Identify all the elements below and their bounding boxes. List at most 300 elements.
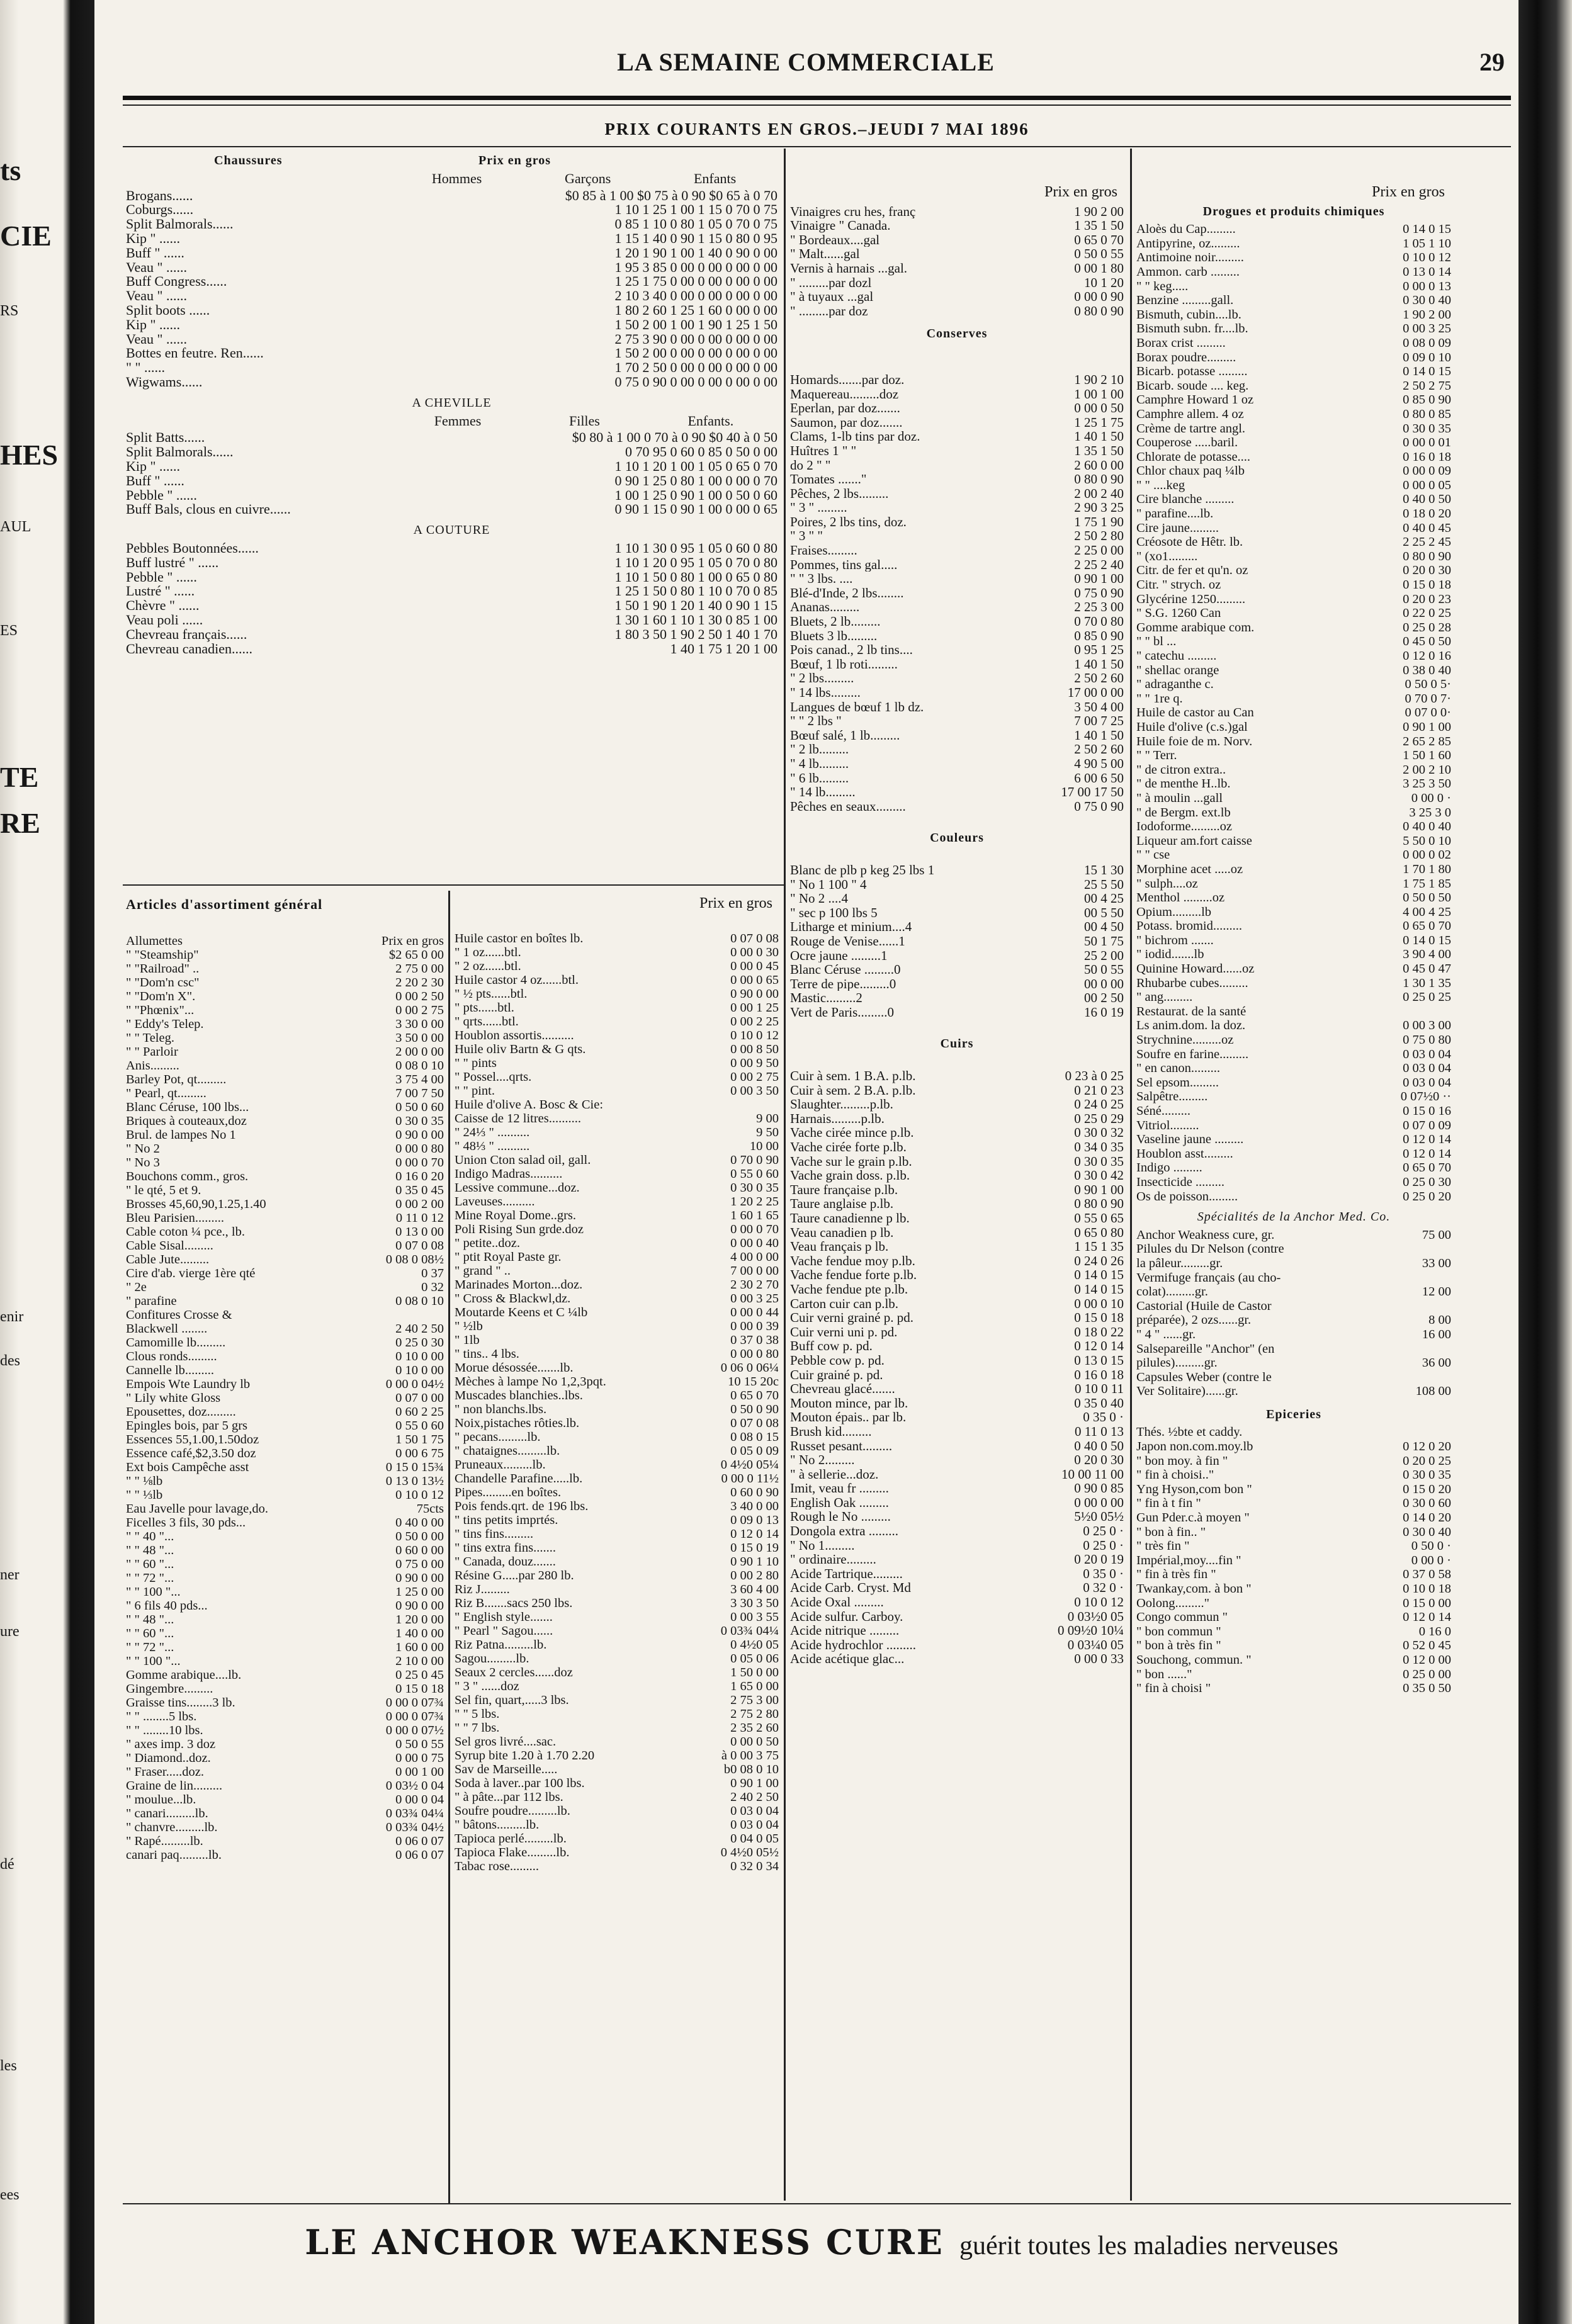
item-price: à 0 00 3 75	[721, 1749, 779, 1763]
item-label: Tabac rose.........	[455, 1859, 540, 1873]
item-price: 2 40 2 50	[730, 1790, 779, 1804]
item-label: Résine G.....par 280 lb.	[455, 1569, 574, 1582]
item-label: Riz B.......sacs 250 lbs.	[455, 1596, 573, 1610]
item-label: Bismuth subn. fr....lb.	[1136, 322, 1248, 336]
item-label: " "Dom'n csc"	[126, 976, 200, 990]
item-price: 0 90 1 00	[1074, 1182, 1124, 1197]
price-row	[1136, 1384, 1451, 1399]
item-label: Riz J.........	[455, 1582, 510, 1596]
item-label: Huile foie de m. Norv.	[1136, 734, 1253, 748]
price-row	[790, 373, 1124, 387]
price-row	[790, 962, 1124, 977]
item-label: " No 2.........	[790, 1453, 855, 1467]
item-label: Indigo Madras..........	[455, 1167, 563, 1181]
price-row	[455, 1389, 779, 1402]
item-label: Confitures Crosse &	[126, 1308, 232, 1322]
price-row	[126, 203, 778, 217]
price-row	[455, 1098, 779, 1112]
price-row	[790, 1396, 1124, 1411]
item-label: Potass. bromid.........	[1136, 919, 1242, 934]
item-price: 1 00 1 00	[1074, 386, 1124, 402]
item-label: " " ........10 lbs.	[126, 1723, 203, 1737]
price-row	[790, 1168, 1124, 1183]
item-price: 0 00 3 00	[1403, 1018, 1451, 1033]
item-price: 0 90 0 00	[395, 1128, 444, 1142]
price-row	[1136, 1228, 1451, 1243]
item-price: 9 50	[756, 1125, 779, 1139]
item-price: 0 08 0 15	[730, 1430, 779, 1444]
item-label: Brul. de lampes No 1	[126, 1128, 236, 1142]
price-row	[790, 401, 1124, 415]
section-title: Articles d'assortiment général	[126, 896, 323, 912]
price-row	[790, 290, 1124, 304]
item-price: 0 15 0 18	[1074, 1311, 1124, 1325]
item-label: Cable Sisal.........	[126, 1239, 213, 1253]
item-price: 0 00 0 39	[730, 1319, 779, 1333]
price-row	[790, 1595, 1124, 1610]
item-label: Bicarb. potasse .........	[1136, 364, 1248, 379]
price-row	[790, 671, 1124, 685]
column-divider	[1130, 149, 1132, 2201]
item-price: 0 30 0 35	[395, 1114, 444, 1128]
item-label: Oolong........."	[1136, 1596, 1209, 1610]
item-price: 2 00 2 40	[1074, 486, 1124, 501]
price-row	[1136, 237, 1451, 251]
item-label: Bluets 3 lb.........	[790, 628, 878, 643]
item-label: Mine Royal Dome..grs.	[455, 1209, 577, 1222]
item-price: 00 2 50	[1084, 991, 1124, 1005]
price-row	[790, 742, 1124, 757]
price-row	[1136, 222, 1451, 237]
item-label: Antipyrine, oz.........	[1136, 236, 1240, 251]
item-price: 1 50 2 00 1 00 1 90 1 25 1 50	[614, 317, 778, 332]
price-row	[455, 1832, 779, 1846]
item-price: 0 07 0 00	[395, 1391, 444, 1405]
item-label: Seaux 2 cercles......doz	[455, 1666, 573, 1679]
price-row	[1136, 777, 1451, 791]
item-label: Camphre allem. 4 oz	[1136, 407, 1244, 421]
price-row	[126, 934, 444, 948]
item-label: Pebble " ......	[126, 488, 197, 503]
item-price: 36 00	[1422, 1356, 1451, 1370]
item-price: 0 50 0 60	[395, 1100, 444, 1114]
price-row	[790, 1339, 1124, 1353]
item-price: 0 25 0 30	[395, 1336, 444, 1350]
item-price: 0 21 0 23	[1074, 1083, 1124, 1098]
price-row	[1136, 1596, 1451, 1611]
item-price: 75cts	[416, 1502, 444, 1516]
item-label: " de menthe H..lb.	[1136, 777, 1231, 791]
item-label: " .........par doz	[790, 303, 868, 319]
item-price: 0 40 0 40	[1403, 820, 1451, 834]
item-label: " " 3 lbs. ....	[790, 572, 853, 586]
price-row	[126, 1668, 444, 1682]
item-label: Veau " ......	[126, 332, 187, 347]
price-row	[126, 1017, 444, 1031]
item-label: " " Terr.	[1136, 748, 1177, 763]
item-price: 0 40 0 45	[1403, 521, 1451, 535]
item-label: " tins extra fins.......	[455, 1541, 556, 1555]
price-row	[126, 1820, 444, 1834]
price-row	[455, 1555, 779, 1569]
item-label: " ½lb	[455, 1319, 483, 1333]
item-price: 0 00 0 70	[730, 1222, 779, 1236]
price-row	[126, 1447, 444, 1460]
price-row	[1136, 1496, 1451, 1511]
item-label: " bâtons.........lb.	[455, 1818, 540, 1832]
item-label: " 2 lb.........	[790, 742, 849, 757]
price-row	[1136, 563, 1451, 578]
item-label: Pois canad., 2 lb tins....	[790, 643, 913, 657]
price-row	[790, 472, 1124, 487]
price-row	[1136, 1132, 1451, 1147]
price-row	[455, 1361, 779, 1375]
price-row	[1136, 450, 1451, 465]
item-price: 0 00 0 50	[730, 1735, 779, 1749]
item-label: Poli Rising Sun grde.doz	[455, 1222, 584, 1236]
item-price: 5 50 0 10	[1403, 833, 1451, 848]
item-price: 0 12 0 14	[1403, 1132, 1451, 1147]
price-row	[126, 318, 778, 332]
item-label: " " 7 lbs.	[455, 1721, 500, 1735]
item-price: 0 14 0 15	[1403, 933, 1451, 947]
item-price: 0 14 0 15	[1403, 222, 1451, 237]
column-header: Femmes	[434, 412, 482, 429]
item-label: préparée), 2 ozs......gr.	[1136, 1313, 1252, 1328]
price-row	[1136, 990, 1451, 1005]
item-label: " 4 " ......gr.	[1136, 1327, 1196, 1341]
item-label: Bœuf salé, 1 lb.........	[790, 728, 900, 743]
item-label: Kip " ......	[126, 459, 180, 474]
price-row	[1136, 1356, 1451, 1370]
price-row	[790, 1439, 1124, 1453]
item-label: " 4 lb.........	[790, 756, 849, 771]
price-row	[1136, 1061, 1451, 1076]
price-row	[455, 1818, 779, 1832]
item-price: 0 30 0 32	[1074, 1125, 1124, 1141]
price-row	[1136, 1425, 1451, 1440]
item-price: 108 00	[1415, 1384, 1451, 1399]
item-label: Acide acétique glac...	[790, 1652, 905, 1666]
item-label: Antimoine noir.........	[1136, 251, 1244, 265]
item-label: Taure anglaise p.lb.	[790, 1197, 894, 1211]
item-label: Tomates ......."	[790, 472, 867, 487]
item-price: 1 10 1 50 0 80 1 00 0 65 0 80	[614, 570, 778, 585]
item-price: 2 75 3 90 0 00 0 00 0 00 0 00	[614, 332, 778, 347]
item-price: 1 10 1 30 0 95 1 05 0 60 0 80	[614, 541, 778, 556]
item-label: Ananas.........	[790, 600, 860, 615]
price-row	[790, 906, 1124, 920]
price-row	[126, 628, 778, 642]
item-price: 1 20 1 90 1 00 1 40 0 90 0 00	[614, 245, 778, 261]
price-row	[790, 1552, 1124, 1567]
price-row	[790, 991, 1124, 1005]
price-row	[1136, 962, 1451, 976]
item-price: 7 00 7 25	[1074, 714, 1124, 728]
price-row	[790, 515, 1124, 529]
item-label: " fin à choisi.."	[1136, 1468, 1214, 1482]
price-row	[790, 500, 1124, 515]
item-price: 2 25 2 40	[1074, 557, 1124, 572]
cuirs-list	[790, 1069, 1124, 1666]
price-row	[126, 474, 778, 488]
item-label: " bon commun "	[1136, 1624, 1221, 1639]
item-label: Chevreau français......	[126, 627, 247, 642]
item-price: 0 40 0 50	[1403, 492, 1451, 507]
item-price: 0 12 0 00	[1403, 1652, 1451, 1667]
item-price: 75 00	[1422, 1227, 1451, 1242]
price-row	[126, 274, 778, 289]
chaussures-list	[126, 189, 778, 390]
item-price: 0 07 0 08	[395, 1239, 444, 1253]
item-label: " catechu .........	[1136, 649, 1217, 663]
item-price: 0 03¾ 04½	[385, 1820, 444, 1834]
item-price: 0 00 2 25	[730, 1015, 779, 1029]
item-label: Borax poudre.........	[1136, 350, 1236, 364]
price-row	[790, 1467, 1124, 1482]
price-row	[126, 431, 778, 445]
price-row	[126, 1031, 444, 1045]
item-label: Vaseline jaune .........	[1136, 1132, 1244, 1147]
column-4	[1136, 183, 1451, 1696]
item-label: Brush kid.........	[790, 1424, 872, 1439]
item-label: Slaughter.........p.lb.	[790, 1097, 893, 1112]
item-label: Chèvre " ......	[126, 599, 200, 613]
item-price: 0 00 3 50	[730, 1084, 779, 1098]
price-row	[455, 1264, 779, 1278]
item-price: 3 30 0 00	[395, 1017, 444, 1031]
item-price: 0 10 0 12	[730, 1029, 779, 1042]
item-price: 0 10 0 12	[395, 1488, 444, 1502]
item-label: Camomille lb.........	[126, 1336, 226, 1350]
item-price: 9 00	[756, 1112, 779, 1125]
item-price: 0 08 0 10	[395, 1059, 444, 1073]
item-price: 0 15 0 18	[395, 1682, 444, 1696]
price-row	[790, 529, 1124, 543]
item-label: Houblon asst.........	[1136, 1146, 1233, 1161]
margin-fragment: RS	[0, 303, 19, 319]
item-price: 1 40 1 50	[1074, 429, 1124, 444]
item-price	[1359, 1242, 1451, 1256]
price-row	[790, 304, 1124, 319]
item-label: " "Steamship"	[126, 948, 199, 962]
chaussures-section	[126, 150, 778, 656]
item-label: " "Dom'n X".	[126, 990, 196, 1003]
item-label: " " ⅛lb	[126, 1474, 163, 1488]
item-label: " à pâte...par 112 lbs.	[455, 1790, 563, 1804]
item-price: 0 00 0 80	[395, 1142, 444, 1156]
item-label: Dongola extra .........	[790, 1524, 899, 1538]
item-price: 0 35 0 ·	[1083, 1410, 1124, 1424]
item-label: " petite..doz.	[455, 1236, 521, 1250]
item-price: 2 50 2 60	[1074, 742, 1124, 757]
item-price: 2 30 2 70	[730, 1278, 779, 1292]
couture-list	[126, 541, 778, 656]
item-label: " sec p 100 lbs 5	[790, 905, 878, 920]
item-label: Cable Jute.........	[126, 1253, 210, 1266]
item-label: Cire d'ab. vierge 1ère qté	[126, 1266, 256, 1280]
price-row	[455, 1859, 779, 1873]
item-price: 2 00 2 10	[1403, 762, 1451, 777]
item-label: Gingembre.........	[126, 1682, 213, 1696]
item-label: Blé-d'Inde, 2 lbs........	[790, 585, 904, 601]
column-divider	[448, 891, 450, 2203]
column-header: Enfants	[693, 170, 737, 186]
price-row	[126, 1391, 444, 1405]
price-row	[790, 1097, 1124, 1112]
item-price: 0 50 0 55	[395, 1737, 444, 1751]
price-row	[1136, 820, 1451, 834]
item-label: Terre de pipe.........0	[790, 976, 896, 991]
item-label: " 1 oz......btl.	[455, 945, 521, 959]
item-price: 1 30 1 60 1 10 1 30 0 85 1 00	[614, 612, 778, 628]
price-row	[126, 1779, 444, 1793]
price-row	[1136, 947, 1451, 962]
item-price: 0 00 2 50	[395, 990, 444, 1003]
binding-fold-right	[1518, 0, 1572, 2324]
item-label: " 24⅓ " ..........	[455, 1125, 530, 1139]
item-label: " parafine....lb.	[1136, 507, 1214, 521]
item-price: 0 45 0 50	[1403, 635, 1451, 649]
item-label: " 2e	[126, 1280, 147, 1294]
price-row	[1136, 606, 1451, 621]
price-row	[455, 1541, 779, 1555]
item-price: 0 00 0 44	[730, 1306, 779, 1319]
item-price: 0 12 0 14	[730, 1527, 779, 1541]
price-row	[1136, 919, 1451, 934]
item-label: " " ........5 lbs.	[126, 1710, 197, 1723]
item-price: 0 22 0 25	[1403, 606, 1451, 621]
item-label: Pebbles Boutonnées......	[126, 541, 259, 556]
price-row	[126, 1280, 444, 1294]
epiceries-list	[1136, 1425, 1451, 1695]
price-row	[455, 1236, 779, 1250]
item-label: Japon non.com.moy.lb	[1136, 1440, 1253, 1454]
price-row	[1136, 663, 1451, 678]
price-row	[1136, 1047, 1451, 1062]
price-row	[126, 1363, 444, 1377]
price-row	[126, 1627, 444, 1640]
item-label: Soda à laver..par 100 lbs.	[455, 1776, 585, 1790]
item-label: " 2 lbs.........	[790, 671, 854, 685]
item-label: " fin à choisi "	[1136, 1681, 1211, 1696]
item-label: Morphine acet .....oz	[1136, 862, 1243, 876]
item-label: " " Parloir	[126, 1045, 178, 1059]
item-price: 0 20 0 30	[1074, 1453, 1124, 1467]
price-row	[1136, 1370, 1451, 1385]
item-label: Cannelle lb.........	[126, 1363, 215, 1377]
price-row	[455, 1375, 779, 1389]
item-label: Glycérine 1250.........	[1136, 592, 1246, 606]
item-price: 1 80 3 50 1 90 2 50 1 40 1 70	[614, 627, 778, 642]
item-price: 3 50 4 00	[1074, 699, 1124, 714]
item-price: 0 30 0 40	[1403, 293, 1451, 308]
item-label: Bouchons comm., gros.	[126, 1170, 249, 1183]
item-label: " grand " ..	[455, 1264, 511, 1278]
item-price: 12 00	[1422, 1285, 1451, 1299]
item-price: 0 85 1 10 0 80 1 05 0 70 0 75	[614, 217, 778, 232]
item-price: 0 10 0 12	[1074, 1595, 1124, 1610]
item-label: " 48⅓ " ..........	[455, 1139, 530, 1153]
item-price: 10 00	[749, 1139, 779, 1153]
item-price: 0 30 0 35	[1074, 1154, 1124, 1169]
price-row	[455, 1222, 779, 1236]
price-row	[126, 1640, 444, 1654]
price-row	[455, 973, 779, 987]
item-price: Prix en gros	[381, 934, 444, 948]
price-row	[1136, 791, 1451, 806]
item-price: 1 30 1 35	[1403, 976, 1451, 990]
price-row	[1136, 422, 1451, 436]
price-row	[126, 1253, 444, 1266]
item-label: Houblon assortis..........	[455, 1029, 574, 1042]
item-label: Bicarb. soude .... keg.	[1136, 378, 1249, 393]
price-row	[126, 1807, 444, 1820]
item-price: 0 38 0 40	[1403, 663, 1451, 677]
item-label: " Pearl " Sagou......	[455, 1624, 553, 1638]
item-price: 0 60 0 90	[730, 1486, 779, 1499]
item-price: 00 4 50	[1084, 920, 1124, 934]
item-price: 0 05 0 06	[730, 1652, 779, 1666]
price-row	[126, 1405, 444, 1419]
price-row	[790, 1183, 1124, 1197]
item-price: 0 15 0 16	[1403, 1104, 1451, 1118]
item-price: 0 14 0 15	[1403, 364, 1451, 379]
price-row	[1136, 336, 1451, 351]
item-price	[1359, 1425, 1451, 1440]
item-price: 0 12 0 20	[1403, 1440, 1451, 1454]
item-label: Taure française p.lb.	[790, 1182, 898, 1197]
price-row	[455, 1679, 779, 1693]
item-label: " " 100 "...	[126, 1654, 181, 1668]
price-row	[1136, 1161, 1451, 1175]
item-price: 0 30 0 35	[730, 1181, 779, 1195]
item-label: " à tuyaux ...gal	[790, 290, 874, 304]
item-label: Vache fendue forte p.lb.	[790, 1268, 917, 1282]
price-row	[126, 584, 778, 599]
item-price: 0 00 0 45	[730, 959, 779, 973]
item-label: " de Bergm. ext.lb	[1136, 805, 1231, 820]
item-label: Veau français p lb.	[790, 1239, 889, 1254]
price-row	[1136, 578, 1451, 592]
item-label: Syrup bite 1.20 à 1.70 2.20	[455, 1749, 595, 1763]
item-price: 0 80 0 90	[1074, 303, 1124, 319]
item-price: 0 45 0 47	[1403, 962, 1451, 976]
item-price: 0 13 0 15	[1074, 1353, 1124, 1368]
section-title: Spécialités de la Anchor Med. Co.	[1197, 1210, 1391, 1224]
item-label: Cire blanche .........	[1136, 492, 1235, 507]
item-price: 0 07 0 0·	[1405, 706, 1451, 720]
price-row	[1136, 351, 1451, 365]
item-label: Gun Pder.c.à moyen "	[1136, 1511, 1250, 1525]
item-price: 1 35 1 50	[1074, 218, 1124, 233]
column-header: Garçons	[564, 170, 611, 186]
price-row	[1136, 1256, 1451, 1271]
item-price: 0 08 0 10	[395, 1294, 444, 1308]
price-row	[1136, 905, 1451, 920]
column-divider	[784, 149, 786, 2201]
item-label: " " 1re q.	[1136, 691, 1183, 706]
item-price: 0 65 0 70	[1403, 1161, 1451, 1175]
item-price: 0 00 3 25	[1403, 322, 1451, 336]
price-row	[126, 1793, 444, 1807]
subsection-title: A COUTURE	[413, 523, 490, 538]
item-price: 0 00 3 55	[730, 1610, 779, 1624]
price-row	[790, 1140, 1124, 1154]
item-price: 25 2 00	[1084, 948, 1124, 963]
item-label: " parafine	[126, 1294, 177, 1308]
item-label: Wigwams......	[126, 375, 203, 390]
